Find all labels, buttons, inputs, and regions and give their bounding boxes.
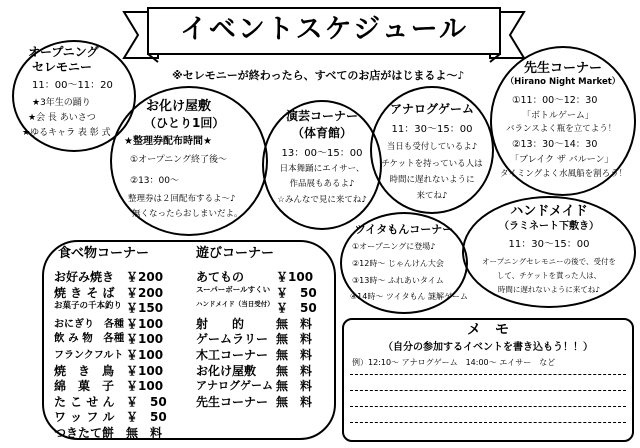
food-item-name: 綿 菓 子 bbox=[54, 379, 115, 394]
food-item-price: ￥100 bbox=[126, 363, 164, 378]
food-item-price: ￥100 bbox=[126, 348, 164, 362]
food-item-name: つきたて餅 bbox=[54, 426, 115, 440]
obake-line-2: ②13：00～ bbox=[130, 176, 179, 186]
food-item-price: ￥100 bbox=[126, 332, 164, 347]
analog-line-2: チケットを持っている人は bbox=[381, 159, 483, 169]
food-item-name: ワ ッ フ ル bbox=[54, 410, 115, 425]
food-item-price: ￥ 50 bbox=[126, 410, 167, 425]
engei-line-3: ☆みんなで見に来てね♪ bbox=[277, 195, 367, 205]
opening-item-2: ★会 長 あいさつ bbox=[28, 113, 96, 123]
play-item-name: 射 的 bbox=[196, 316, 245, 331]
food-item-name: た こ せ ん bbox=[54, 394, 115, 409]
play-item-price: 無 料 bbox=[276, 348, 313, 362]
play-item-price: 無 料 bbox=[276, 332, 313, 347]
food-item-name: 飲 み 物 各種 bbox=[54, 332, 125, 345]
memo-example: 例）12:10～ アナログゲーム 14:00～ エイサー など bbox=[352, 358, 556, 367]
opening-item-1: ★3年生の踊り bbox=[32, 98, 91, 108]
tsuitamon-title: ツイタもんコーナー bbox=[354, 223, 454, 236]
food-item-name: 焼 き 鳥 bbox=[54, 363, 115, 378]
food-item-price: ￥ 50 bbox=[126, 394, 167, 409]
tsuitamon-line-1: ①オープニングに登場♪ bbox=[352, 242, 436, 251]
obake-title-2: （ひとり1回） bbox=[144, 116, 225, 130]
opening-title-2: セレモニー bbox=[32, 60, 93, 74]
play-item-price: ￥100 bbox=[276, 270, 314, 284]
play-item-price: ￥ 50 bbox=[276, 301, 317, 316]
play-item-price: 無 料 bbox=[276, 316, 313, 331]
food-item-name: お菓子の千本釣り bbox=[54, 301, 123, 312]
opening-title-1: オープニング bbox=[28, 45, 99, 59]
play-item-name: スーパーボールすくい bbox=[196, 284, 271, 294]
memo-line bbox=[350, 374, 626, 375]
handmade-title-2: （ラミネート下敷き） bbox=[499, 221, 599, 232]
play-item-name: あてもの bbox=[196, 270, 245, 284]
engei-title-1: 演芸コーナー bbox=[285, 109, 358, 123]
play-item-price: 無 料 bbox=[276, 379, 313, 394]
tsuitamon-line-4: ④14時～ ツイタもん 謎解ゲーム bbox=[350, 292, 469, 301]
engei-line-1: 日本舞踊にエイサー、 bbox=[279, 164, 365, 174]
play-item-name: アナログゲーム bbox=[196, 379, 273, 393]
sensei-subtitle: （Hirano Night Market） bbox=[505, 77, 621, 87]
sensei-line-6: タイミングよく水風船を割ろう！ bbox=[500, 169, 628, 179]
food-item-price: 無 料 bbox=[126, 426, 163, 440]
play-item-price: 無 料 bbox=[276, 394, 313, 409]
obake-title-3: ★整理券配布時間★ bbox=[124, 136, 212, 147]
food-item-price: ￥200 bbox=[126, 285, 164, 300]
food-item-price: ￥150 bbox=[126, 301, 164, 316]
analog-line-3: 時間に遅れないように bbox=[389, 175, 475, 185]
obake-title-1: お化け屋敷 bbox=[146, 99, 212, 114]
memo-line bbox=[350, 406, 626, 407]
food-item-price: ￥100 bbox=[126, 316, 164, 331]
analog-title: アナログゲーム bbox=[389, 102, 474, 116]
obake-note-2: 無くなったらおしまいだよ。 bbox=[132, 209, 243, 219]
tsuitamon-line-3: ③13時～ ふれあいタイム bbox=[352, 276, 444, 285]
sensei-line-2: 「ボトルゲーム」 bbox=[522, 111, 594, 121]
engei-title-2: （体育館） bbox=[291, 126, 352, 140]
tsuitamon-line-2: ②12時～ じゃんけん大会 bbox=[352, 259, 444, 268]
food-item-price: ￥100 bbox=[126, 379, 164, 394]
food-item-price: ￥200 bbox=[126, 270, 164, 284]
engei-line-2: 作品展もあるよ♪ bbox=[289, 179, 355, 189]
memo-line bbox=[350, 422, 626, 423]
opening-time: 11：00～11：20 bbox=[32, 80, 113, 91]
food-item-name: おにぎり 各種 bbox=[54, 318, 124, 330]
memo-line bbox=[350, 390, 626, 391]
analog-line-4: 来てね♪ bbox=[416, 191, 448, 201]
memo-title: メ モ bbox=[467, 322, 509, 338]
analog-time: 11：30～15：00 bbox=[391, 124, 473, 135]
play-item-name: ハンドメイド（当日受付） bbox=[196, 300, 274, 309]
handmade-line-1: オープニングセレモニーの後で、受付を bbox=[482, 257, 616, 266]
handmade-time: 11：30～15：00 bbox=[508, 239, 590, 250]
food-item-name: 焼 き そ ば bbox=[54, 285, 115, 300]
handmade-line-3: 時間に遅れないように来てね♪ bbox=[497, 285, 601, 294]
sensei-title: 先生コーナー bbox=[523, 61, 602, 76]
sensei-line-4: ②13：30～14：30 bbox=[512, 139, 598, 150]
opening-item-3: ★ゆるキャラ 表 彰 式 bbox=[22, 128, 111, 138]
ceremony-note: ※セレモニーが終わったら、すべてのお店がはじまるよ～♪ bbox=[172, 69, 465, 82]
sensei-line-1: ①11：00～12：30 bbox=[512, 95, 598, 106]
play-item-name: お化け屋敷 bbox=[196, 363, 257, 378]
analog-line-1: 当日も受付しているよ♪ bbox=[386, 142, 478, 152]
page-title: イベントスケジュール bbox=[179, 14, 469, 45]
memo-subtitle: （自分の参加するイベントを書き込もう！！） bbox=[383, 342, 593, 353]
sensei-line-5: 「ブレイク ザ バルーン」 bbox=[510, 155, 614, 165]
handmade-line-2: して、チケットを貰った人は、 bbox=[496, 271, 602, 280]
food-title: 食べ物コーナー bbox=[58, 246, 150, 261]
play-item-name: 先生コーナー bbox=[196, 394, 269, 409]
play-item-name: ゲームラリー bbox=[196, 332, 269, 347]
engei-time: 13：00～15：00 bbox=[281, 148, 363, 159]
play-title: 遊びコーナー bbox=[196, 246, 275, 261]
obake-line-1: ①オープニング終了後～ bbox=[130, 155, 227, 165]
handmade-title-1: ハンドメイド bbox=[510, 204, 588, 219]
play-item-price: 無 料 bbox=[276, 363, 313, 378]
food-item-name: お好み焼き bbox=[54, 270, 115, 284]
play-item-name: 木工コーナー bbox=[196, 348, 269, 362]
sensei-line-3: バランスよく瓶を立てよう！ bbox=[506, 124, 617, 134]
obake-note-1: 整理券は２回配布するよ～♪ bbox=[128, 194, 236, 204]
food-item-name: フランクフルト bbox=[54, 350, 124, 361]
play-item-price: ￥ 50 bbox=[276, 285, 317, 300]
